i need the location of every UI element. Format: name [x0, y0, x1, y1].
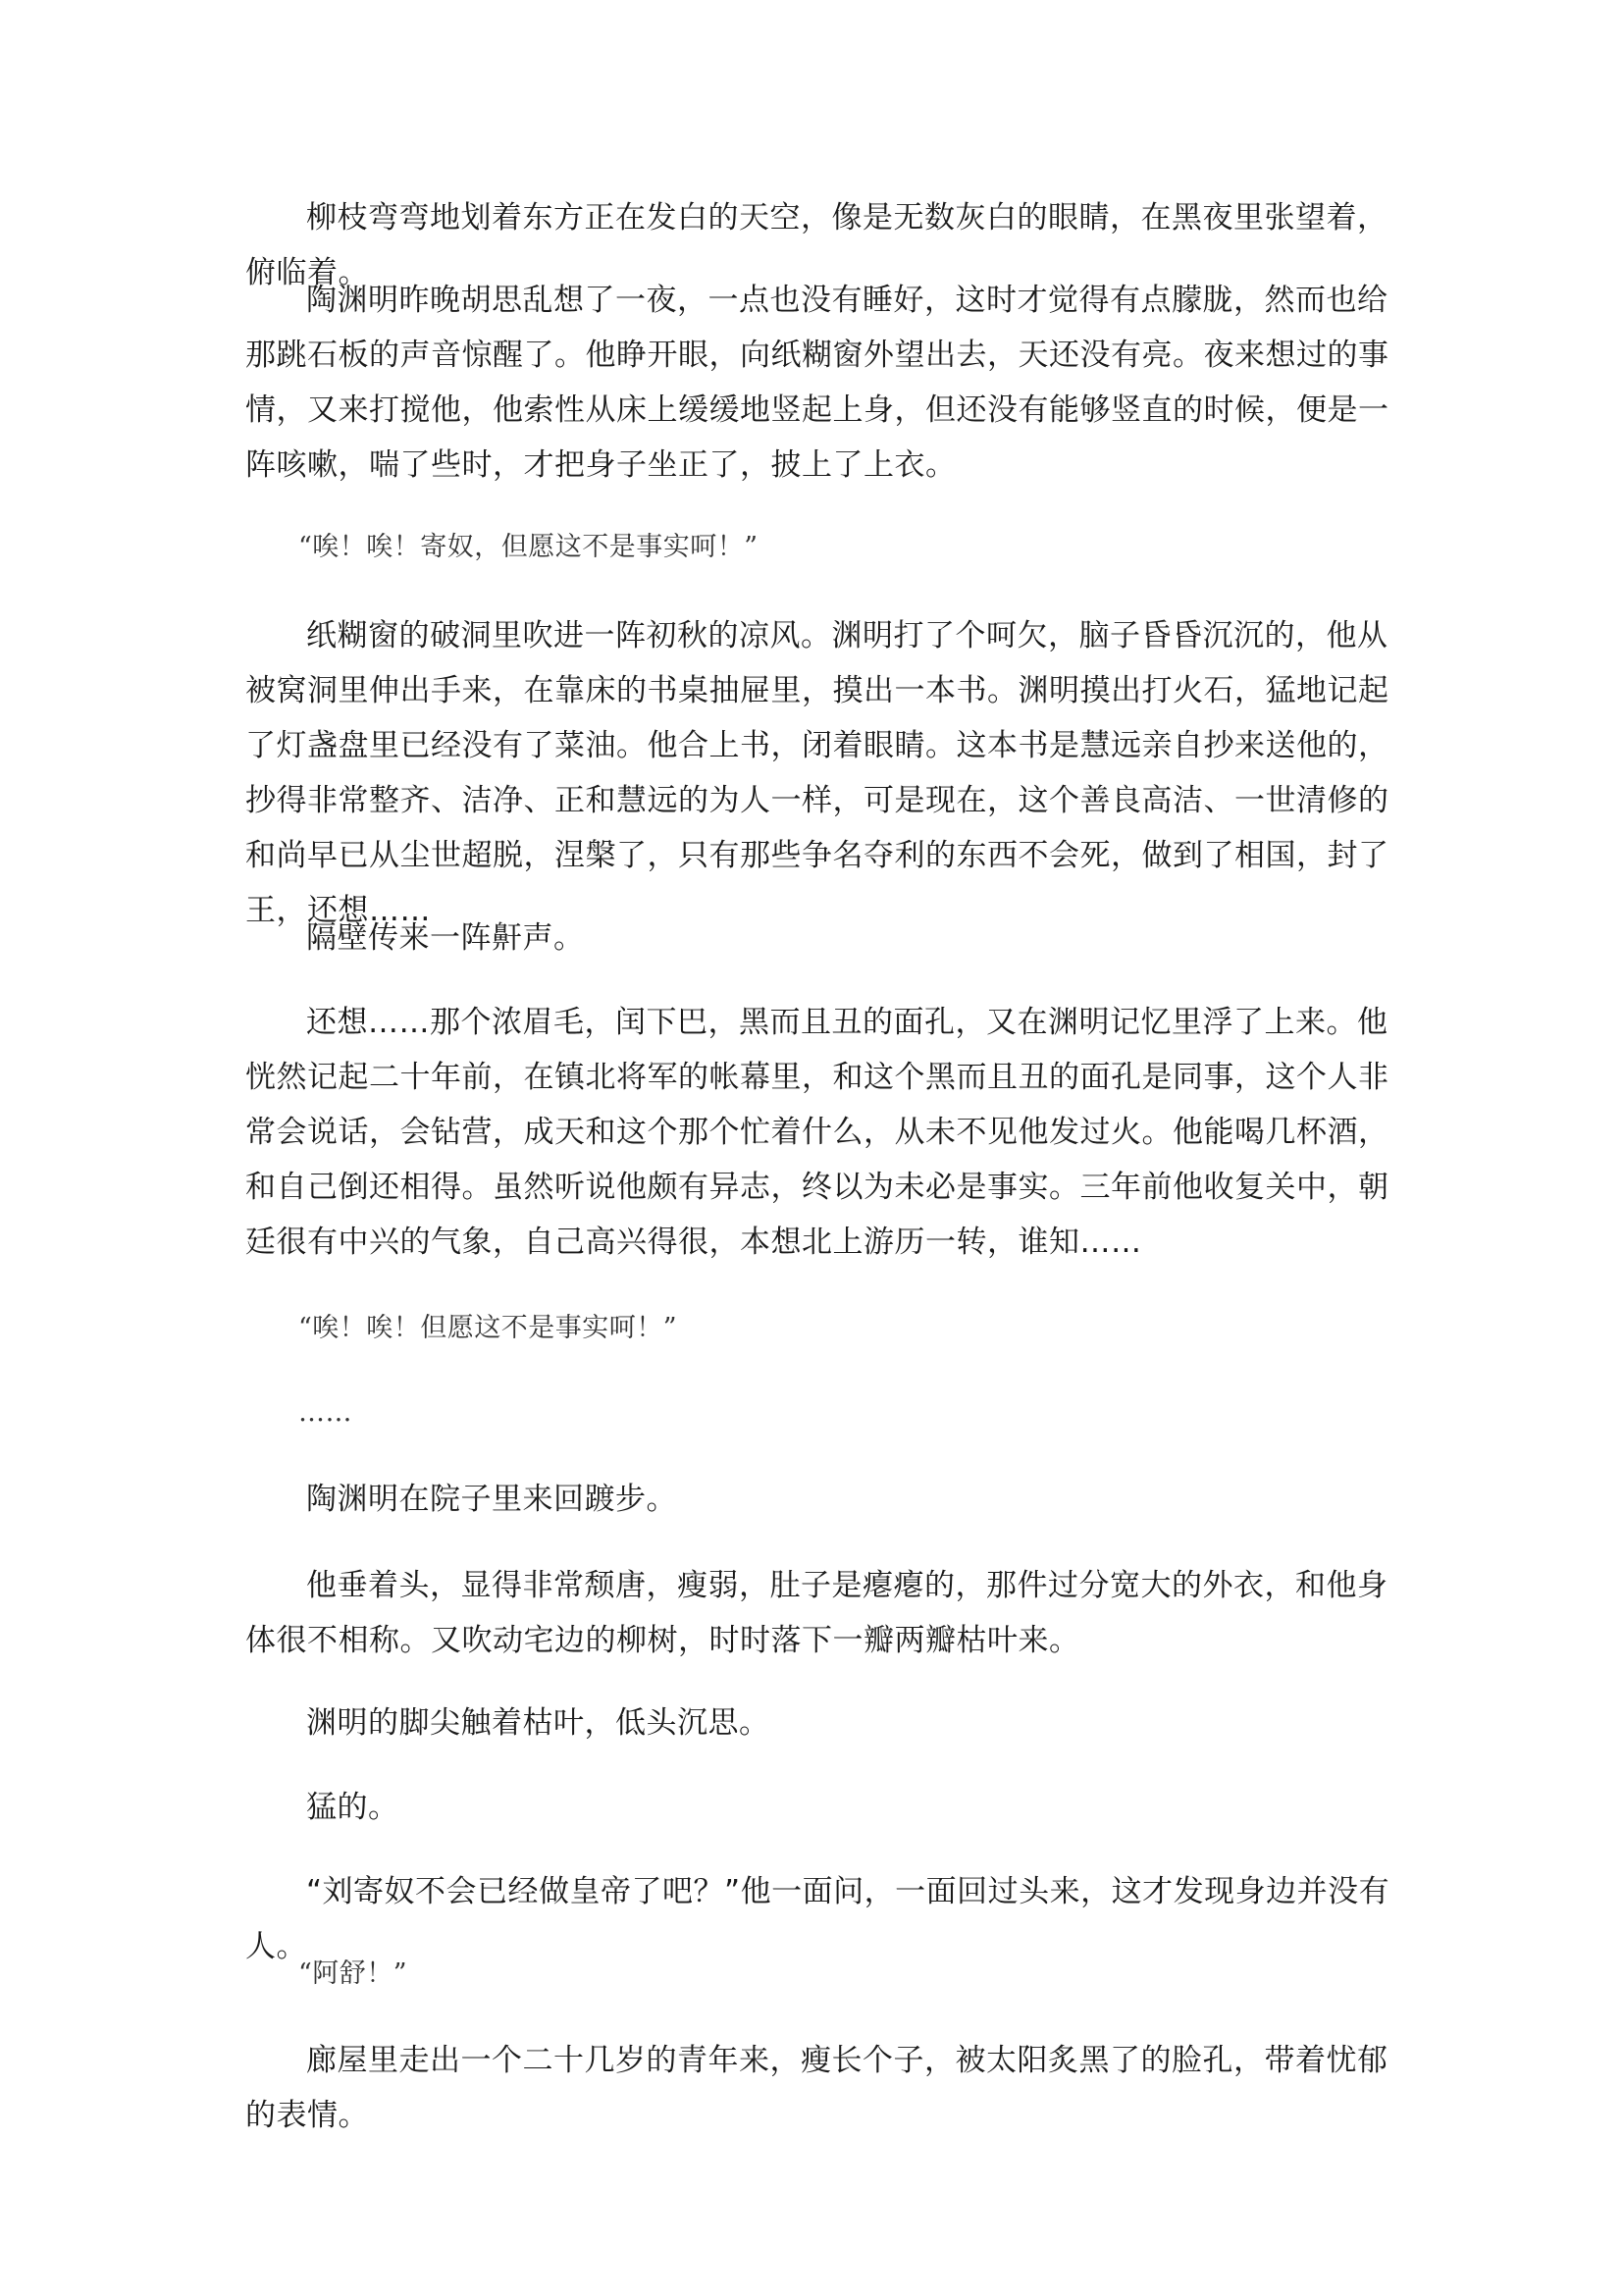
paragraph-4: 纸糊窗的破洞里吹进一阵初秋的凉风。渊明打了个呵欠，脑子昏昏沉沉的，他从被窝洞里伸出手来，在靠床的书桌抽屉里，摸出一本书。渊明摸出打火石，猛地记起了灯盏盘里已经没有了菜油。他合上书，闭着眼睛。这本书是慧远亲自抄来送他的，抄得非常整齐、洁净、正和慧远的为人一样，可是现在，这个善良高洁、一世清修的和尚早已从尘世超脱，涅槃了，只有那些争名夺利的东西不会死，做到了相国，封了王，还想…… [245, 618, 1389, 928]
paragraph-6: 还想……那个浓眉毛，闰下巴，黑而且丑的面孔，又在渊明记忆里浮了上来。他恍然记起二十年前，在镇北将军的帐幕里，和这个黑而且丑的面孔是同事，这个人非常会说话，会钻营，成天和这个那个忙着什么，从未不见他发过火。他能喝几杯酒，和自己倒还相得。虽然听说他颇有异志，终以为未必是事实。三年前他收复关中，朝廷很有中兴的气象，自己高兴得很，本想北上游历一转，谁知…… [245, 1005, 1389, 1260]
paragraph-15: 廊屋里走出一个二十几岁的青年来，瘦长个子，被太阳炙黑了的脸孔，带着忧郁的表情。 [245, 2043, 1388, 2133]
paragraph-9: 陶渊明在院子里来回踱步。 [306, 1482, 677, 1517]
paragraph-13: “刘寄奴不会已经做皇帝了吧？”他一面问，一面回过头来，这才发现身边并没有人。 [245, 1874, 1390, 1964]
paragraph-10: 他垂着头，显得非常颓唐，瘦弱，肚子是瘪瘪的，那件过分宽大的外衣，和他身体很不相称。又吹动宅边的柳树，时时落下一瓣两瓣枯叶来。 [245, 1568, 1388, 1658]
paragraph-7-quote: “唉！唉！但愿这不是事实呵！” [298, 1313, 678, 1343]
paragraph-12: 猛的。 [306, 1790, 399, 1825]
paragraph-11: 渊明的脚尖触着枯叶，低头沉思。 [306, 1705, 770, 1741]
paragraph-5: 隔壁传来一阵鼾声。 [306, 920, 585, 956]
paragraph-3-quote: “唉！唉！寄奴，但愿这不是事实呵！” [298, 532, 759, 562]
paragraph-8-ellipsis: …… [298, 1397, 352, 1428]
paragraph-14-quote: “阿舒！” [298, 1958, 408, 1989]
paragraph-2: 陶渊明昨晚胡思乱想了一夜，一点也没有睡好，这时才觉得有点朦胧，然而也给那跳石板的声音惊醒了。他睁开眼，向纸糊窗外望出去，天还没有亮。夜来想过的事情，又来打搅他，他索性从床上缓缓地竖起上身，但还没有能够竖直的时候，便是一阵咳嗽，喘了些时，才把身子坐正了，披上了上衣。 [245, 283, 1389, 483]
paragraph-1: 柳枝弯弯地划着东方正在发白的天空，像是无数灰白的眼睛，在黑夜里张望着，俯临着。 [245, 200, 1388, 290]
